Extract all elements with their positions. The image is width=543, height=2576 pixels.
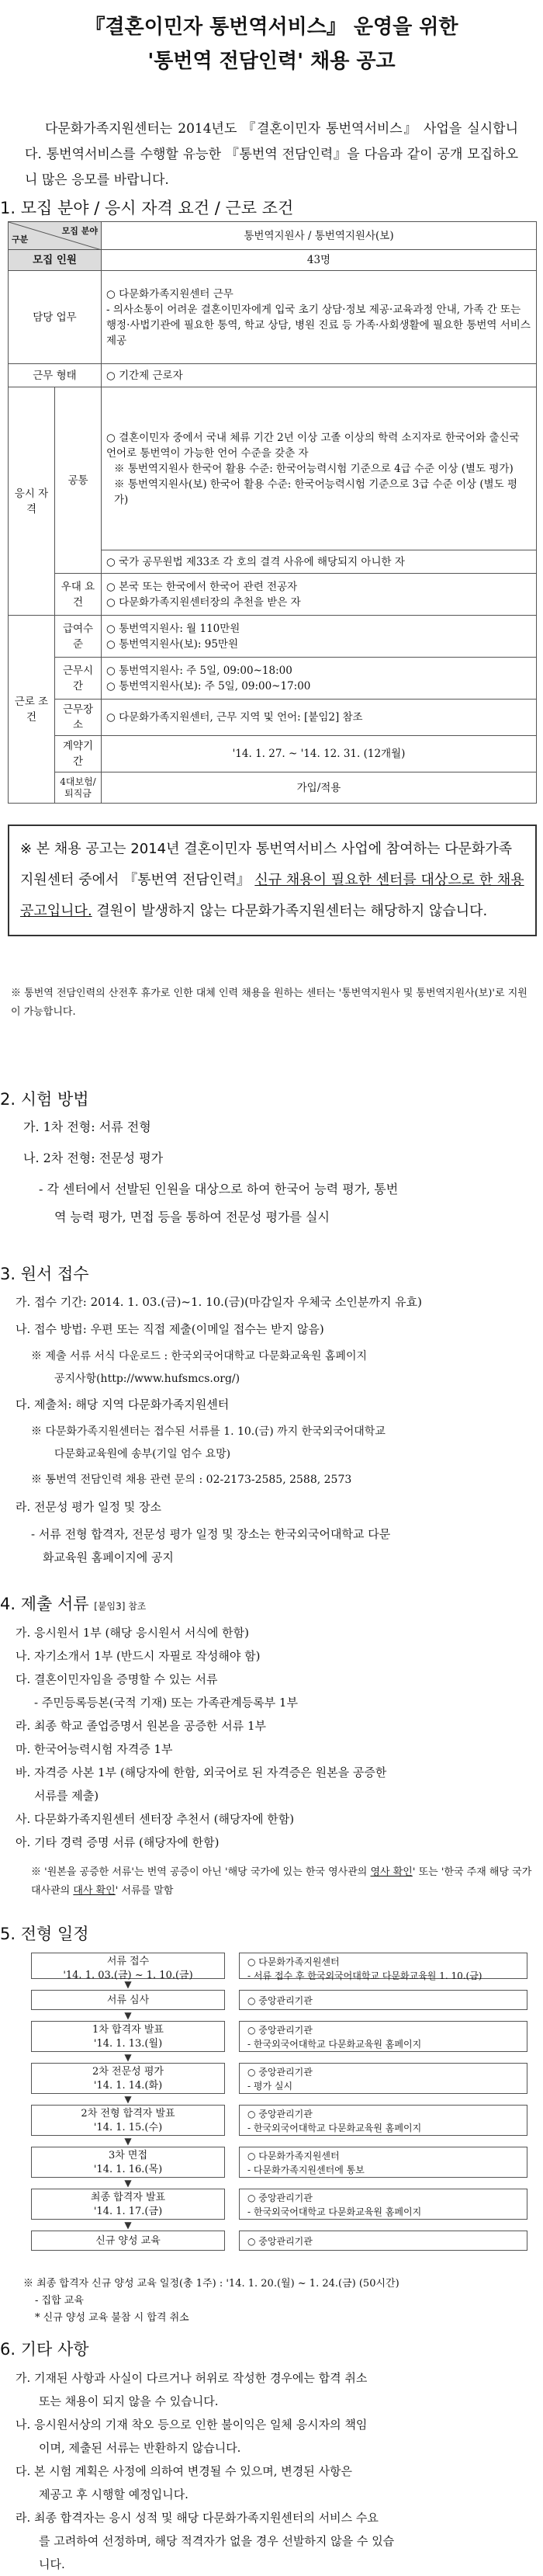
schedule-step-title: 3차 면접 [108, 2150, 148, 2161]
schedule-step-title: 2차 전형 합격자 발표 [81, 2108, 175, 2119]
work-conditions-label: 근로 조건 [9, 616, 55, 804]
notice-underlined: 신규 채용이 필요한 센터를 대상으로 한 채용 공고입니다. [20, 872, 524, 919]
schedule-step-date: '14. 1. 17.(금) [93, 2206, 163, 2217]
schedule-owner-detail: - 한국외국어대학교 다문화교육원 홈페이지 [247, 2039, 422, 2050]
page-title-line1: 『결혼이민자 통번역서비스』 운영을 위한 [85, 16, 458, 39]
s3-item-b: 나. 접수 방법: 우편 또는 직접 제출(이메일 접수는 받지 않음) [16, 1322, 324, 1336]
schedule-owner-name: ○ 중앙관리기관 [247, 2109, 313, 2119]
document-item: 나. 자기소개서 1부 (반드시 자필로 작성해야 함) [16, 1649, 261, 1663]
s2-item-c2: 역 능력 평가, 면접 등을 통하여 전문성 평가를 실시 [54, 1210, 330, 1224]
etc-item-line: 가. 기재된 사항과 사실이 다르거나 허위로 작성한 경우에는 합격 취소 [16, 2371, 368, 2385]
schedule-step-box [31, 1990, 225, 2010]
notice-box [8, 825, 537, 936]
schedule-owner-name: ○ 중앙관리기관 [247, 2067, 313, 2078]
schedule-flowchart [31, 1953, 527, 2271]
schedule-step-box [31, 2231, 225, 2251]
insurance-value: 가입/적용 [102, 772, 537, 804]
section1-heading: 1. 모집 분야 / 응시 자격 요건 / 근로 조건 [0, 199, 294, 217]
document-item: 사. 다문화가족지원센터 센터장 추천서 (해당자에 한함) [16, 1812, 295, 1826]
etc-item-line: 나. 응시원서상의 기재 착오 등으로 인한 불이익은 일체 응시자의 책임 [16, 2418, 368, 2432]
field-name-cell: 통번역지원사 / 통번역지원사(보) [102, 222, 537, 250]
s3-item-d1a: - 서류 전형 합격자, 전문성 평가 일정 및 장소는 한국외국어대학교 다문 [31, 1527, 391, 1541]
schedule-step-title: 신규 양성 교육 [95, 2235, 161, 2247]
section2-heading: 2. 시험 방법 [0, 1090, 89, 1109]
common-line2: ※ 통번역지원사 한국어 활용 수준: 한국어능력시험 기준으로 4급 수준 이상 (별도 평가) [114, 462, 514, 475]
schedule-owner-name: ○ 중앙관리기관 [247, 2192, 313, 2203]
schedule-note1: ※ 최종 합격자 신규 양성 교육 일정(총 1주) : '14. 1. 20.(월) ~ 1. 24.(금) (50시간) [23, 2278, 399, 2290]
schedule-step-title: 최종 합격자 발표 [90, 2192, 166, 2203]
schedule-step-title: 서류 접수 [106, 1956, 150, 1967]
schedule-step-owner [239, 2189, 527, 2220]
preference-line2: ○ 다문화가족지원센터장의 추천을 받은 자 [106, 595, 301, 609]
place-value: ○ 다문화가족지원센터, 근무 지역 및 언어: [붙임2] 참조 [102, 700, 537, 736]
schedule-step-date: '14. 1. 13.(월) [93, 2038, 163, 2050]
schedule-owner-name: ○ 중앙관리기관 [247, 2025, 313, 2036]
schedule-owner-detail: - 서류 접수 후 한국외국어대학교 다문화교육원 1. 10.(금) [247, 1970, 482, 1981]
etc-list [16, 2366, 535, 2576]
schedule-step-box [31, 2189, 225, 2220]
schedule-owner-detail: - 한국외국어대학교 다문화교육원 홈페이지 [247, 2206, 422, 2217]
section4-tag: [붙임3] 참조 [94, 1601, 147, 1612]
document-item: 아. 기타 경력 증명 서류 (해당자에 한함) [16, 1835, 220, 1849]
preference-label: 우대 요건 [55, 574, 102, 616]
work-type-value: ○ 기간제 근로자 [102, 364, 537, 387]
hours-line1: ○ 통번역지원사: 주 5일, 09:00~18:00 [106, 664, 292, 677]
hours-line2: ○ 통번역지원사(보): 주 5일, 09:00~17:00 [106, 679, 311, 693]
place-label: 근무장소 [55, 700, 102, 736]
section4-title: 4. 제출 서류 [0, 1595, 89, 1613]
s2-item-a: 가. 1차 전형: 서류 전형 [23, 1120, 151, 1134]
pay-label: 급여수준 [55, 616, 102, 658]
document-item: 라. 최종 학교 졸업증명서 원본을 공증한 서류 1부 [16, 1719, 266, 1733]
document-item: 바. 자격증 사본 1부 (해당자에 한함, 외국어로 된 자격증은 원본을 공증한 [16, 1765, 387, 1779]
down-arrow-icon: ▼ [124, 2052, 132, 2063]
common-line3: ※ 통번역지원사(보) 한국어 활용 수준: 한국어능력시험 기준으로 3급 수준 이상 (별도 평가) [114, 477, 517, 506]
schedule-step-owner [239, 2231, 527, 2251]
etc-item-line: 를 고려하여 선정하며, 해당 적격자가 없을 경우 선발하지 않을 수 있습 [39, 2534, 395, 2548]
hours-label: 근무시간 [55, 658, 102, 700]
schedule-step-title: 2차 전문성 평가 [92, 2066, 164, 2078]
down-arrow-icon: ▼ [124, 2094, 132, 2105]
schedule-step-title: 서류 심사 [106, 1994, 150, 2006]
duty-cell [102, 271, 537, 364]
schedule-step-date: '14. 1. 15.(수) [93, 2122, 163, 2133]
s3-item-c1b: 다문화교육원에 송부(기일 엄수 요망) [54, 1448, 231, 1460]
pay-line2: ○ 통번역지원사(보): 95만원 [106, 637, 238, 651]
document-item: - 주민등록등본(국적 기재) 또는 가족관계등록부 1부 [34, 1696, 298, 1710]
s3-item-b1b: 공지사항(http://www.hufsmcs.org/) [54, 1373, 240, 1385]
period-value: '14. 1. 27. ~ '14. 12. 31. (12개월) [102, 736, 537, 772]
schedule-owner-name: ○ 중앙관리기관 [247, 2236, 313, 2247]
section5-heading: 5. 전형 일정 [0, 1925, 89, 1943]
footnote-embassy: 대사 확인 [73, 1885, 116, 1897]
schedule-owner-detail: - 한국외국어대학교 다문화교육원 홈페이지 [247, 2123, 422, 2133]
page-title-line2: '통번역 전담인력' 채용 공고 [147, 50, 396, 73]
pay-line1: ○ 통번역지원사: 월 110만원 [106, 622, 240, 635]
etc-item-line: 이며, 제출된 서류는 반환하지 않습니다. [39, 2441, 241, 2455]
header-field-label: 모집 분야 [61, 226, 98, 236]
duty-line2: - 의사소통이 어려운 결혼이민자에게 입국 초기 상담·정보 제공·교육과정 안내, 가족 간 또는 행정·사법기관에 필요한 통역, 학교 상담, 병원 진료 등 가족·사회생활에 필요한 통번역 서비스 제공 [106, 303, 531, 347]
s3-item-b1a: ※ 제출 서류 서식 다운로드 : 한국외국어대학교 다문화교육원 홈페이지 [31, 1350, 367, 1363]
down-arrow-icon: ▼ [124, 2178, 132, 2189]
common-label: 공통 [55, 387, 102, 574]
preference-line1: ○ 본국 또는 한국에서 한국어 관련 전공자 [106, 580, 298, 593]
documents-list [16, 1621, 535, 1854]
preference-cell [102, 574, 537, 616]
etc-item-line: 라. 최종 합격자는 응시 성적 및 해당 다문화가족지원센터의 서비스 수요 [16, 2511, 379, 2525]
schedule-step-date: '14. 1. 14.(화) [93, 2080, 163, 2092]
duty-line1: ○ 다문화가족지원센터 근무 [106, 287, 233, 300]
footnote-consul: 영사 확인 [370, 1866, 413, 1878]
document-item: 다. 결혼이민자임을 증명할 수 있는 서류 [16, 1672, 218, 1686]
schedule-note2: - 집합 교육 [35, 2295, 84, 2307]
schedule-step-title: 1차 합격자 발표 [92, 2024, 164, 2036]
s3-item-d: 라. 전문성 평가 일정 및 장소 [16, 1500, 161, 1514]
s3-item-c: 다. 제출처: 해당 지역 다문화가족지원센터 [16, 1397, 230, 1411]
document-item: 마. 한국어능력시험 자격증 1부 [16, 1742, 173, 1756]
footnote-part-c: ' 서류를 말함 [115, 1885, 174, 1897]
documents-footnote [31, 1863, 535, 1901]
schedule-owner-name: ○ 다문화가족지원센터 [247, 1956, 340, 1967]
s3-item-d1b: 화교육원 홈페이지에 공지 [43, 1550, 174, 1564]
etc-item-line: 니다. [39, 2557, 65, 2571]
count-value: 43명 [102, 250, 537, 271]
schedule-owner-name: ○ 중앙관리기관 [247, 1995, 313, 2006]
common-cell [102, 387, 537, 550]
document-item: 서류를 제출) [34, 1789, 99, 1803]
recruitment-table [8, 221, 537, 804]
intro-paragraph: 다문화가족지원센터는 2014년도 『결혼이민자 통번역서비스』 사업을 실시합니다. 통번역서비스를 수행할 유능한 『통번역 전담인력』을 다음과 같이 공개 모집하오니 많은 응모를 바랍니다. [25, 121, 518, 188]
duty-label: 담당 업무 [9, 271, 102, 364]
down-arrow-icon: ▼ [124, 2010, 132, 2021]
header-category-label: 구분 [12, 234, 29, 245]
schedule-step-owner [239, 2063, 527, 2094]
notice-part1: ※ 본 채용 공고는 2014년 결혼이민자 통번역서비스 사업에 참여하는 다문화가족지원센터 중에서 『통번역 전담인력』 [20, 841, 513, 888]
common-line4: ○ 국가 공무원법 제33조 각 호의 결격 사유에 해당되지 아니한 자 [102, 550, 537, 574]
section6-heading: 6. 기타 사항 [0, 2340, 89, 2359]
qualification-label: 응시 자격 [9, 387, 55, 616]
schedule-step-box [31, 1953, 225, 1979]
count-label: 모집 인원 [9, 250, 102, 271]
notice-part2: 결원이 발생하지 않는 다문화가족지원센터는 해당하지 않습니다. [92, 903, 488, 919]
schedule-note3: * 신규 양성 교육 불참 시 합격 취소 [35, 2312, 189, 2324]
schedule-step-owner [239, 1990, 527, 2010]
table-corner-header [9, 222, 102, 250]
down-arrow-icon: ▼ [124, 2220, 132, 2231]
schedule-step-owner [239, 2105, 527, 2136]
schedule-step-date: '14. 1. 03.(금) ~ 1. 10.(금) [63, 1970, 193, 1981]
section3-heading: 3. 원서 접수 [0, 1265, 89, 1283]
down-arrow-icon: ▼ [124, 2136, 132, 2147]
schedule-owner-detail: - 다문화가족지원센터에 통보 [247, 2165, 365, 2175]
etc-item-line: 다. 본 시험 계획은 사정에 의하여 변경될 수 있으며, 변경된 사항은 [16, 2464, 352, 2478]
etc-item-line: 제공고 후 시행할 예정입니다. [39, 2487, 188, 2501]
schedule-step-box [31, 2021, 225, 2052]
side-note: ※ 통번역 전담인력의 산전후 휴가로 인한 대체 인력 채용을 원하는 센터는 '통번역지원사 및 통번역지원사(보)'로 지원이 가능합니다. [11, 988, 527, 1018]
period-label: 계약기간 [55, 736, 102, 772]
s3-item-c1a: ※ 다문화가족지원센터는 접수된 서류를 1. 10.(금) 까지 한국외국어대학교 [31, 1425, 386, 1438]
s3-item-c2: ※ 통번역 전담인력 채용 관련 문의 : 02-2173-2585, 2588, 2573 [31, 1474, 352, 1486]
insurance-label: 4대보험/퇴직금 [55, 772, 102, 804]
schedule-step-box [31, 2105, 225, 2136]
pay-cell [102, 616, 537, 658]
section4-heading [0, 1592, 146, 1615]
schedule-step-owner [239, 1953, 527, 1979]
schedule-step-owner [239, 2021, 527, 2052]
common-line1: ○ 결혼이민자 중에서 국내 체류 기간 2년 이상 고졸 이상의 학력 소지자로 한국어와 출신국 언어로 통번역이 가능한 언어 수준을 갖춘 자 [106, 431, 520, 460]
schedule-step-owner [239, 2147, 527, 2178]
schedule-owner-name: ○ 다문화가족지원센터 [247, 2151, 340, 2161]
s2-item-c1: - 각 센터에서 선발된 인원을 대상으로 하여 한국어 능력 평가, 통번 [39, 1182, 399, 1196]
schedule-step-box [31, 2063, 225, 2094]
document-item: 가. 응시원서 1부 (해당 응시원서 서식에 한함) [16, 1626, 249, 1640]
etc-item-line: 또는 채용이 되지 않을 수 있습니다. [39, 2394, 219, 2408]
s2-item-b: 나. 2차 전형: 전문성 평가 [23, 1151, 164, 1165]
schedule-step-box [31, 2147, 225, 2178]
footnote-part-a: ※ '원본을 공증한 서류'는 번역 공증이 아닌 '해당 국가에 있는 한국 영사관의 [31, 1866, 371, 1878]
schedule-owner-detail: - 평가 실시 [247, 2081, 293, 2092]
s3-item-a: 가. 접수 기간: 2014. 1. 03.(금)~1. 10.(금)(마감일자 우체국 소인분까지 유효) [16, 1295, 422, 1309]
footnote-part-b: ' 또는 '한국 주재 해당 국가 대사관의 [31, 1866, 532, 1897]
hours-cell [102, 658, 537, 700]
schedule-step-date: '14. 1. 16.(목) [93, 2164, 163, 2175]
work-type-label: 근무 형태 [9, 364, 102, 387]
down-arrow-icon: ▼ [124, 1979, 132, 1990]
